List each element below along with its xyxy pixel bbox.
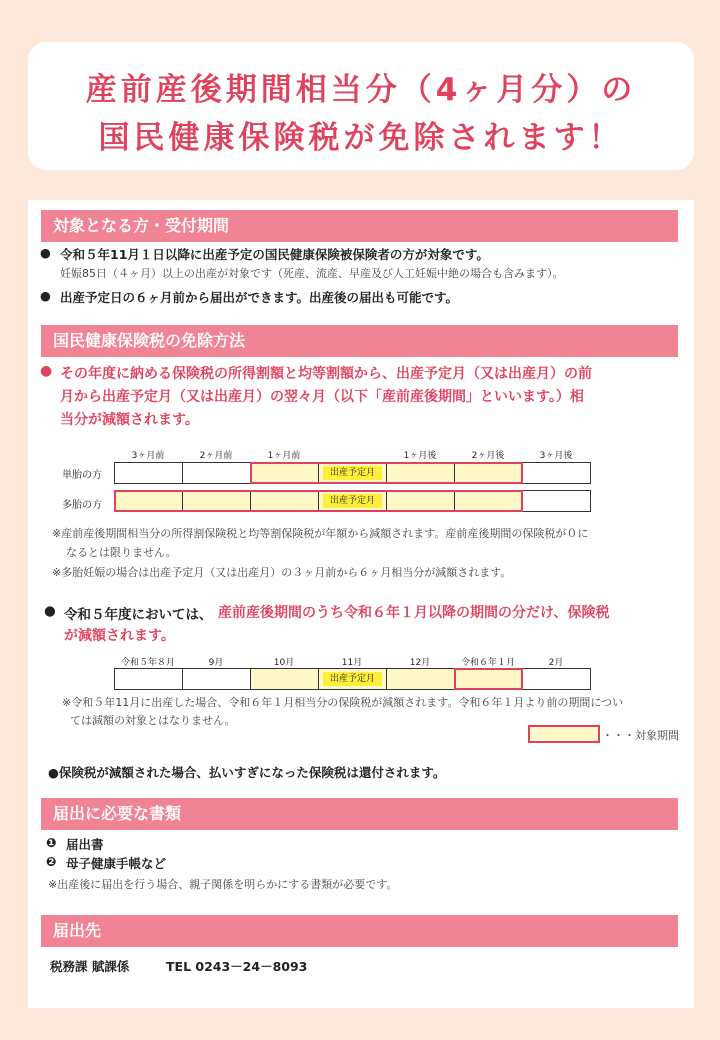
title-line-2: 国民健康保険税が免除されます！ bbox=[98, 120, 624, 156]
bullet-dot-icon: ● bbox=[40, 288, 51, 303]
eligibility-note: 妊娠85日（４ヶ月）以上の出産が対象です（死産、流産、早産及び人工妊娠中絶の場合も含みます）。 bbox=[60, 267, 564, 280]
col-header: 令和６年１月 bbox=[460, 658, 515, 668]
col-header: 12月 bbox=[409, 658, 431, 668]
method-lead-line-1: その年度に納める保険税の所得割額と均等割額から、出産予定月（又は出産月）の前 bbox=[60, 366, 592, 382]
note-1-line-2: なるとは限りません。 bbox=[66, 546, 177, 559]
target-period-highlight bbox=[250, 462, 523, 484]
due-month-label: 出産予定月 bbox=[323, 672, 382, 686]
bullet-dot-icon: ● bbox=[44, 603, 56, 619]
legend-swatch bbox=[528, 725, 600, 743]
number-1-icon: ❶ bbox=[46, 835, 57, 850]
fy5-bullet-pink-2: が減額されます。 bbox=[64, 628, 175, 644]
col-header: 3ヶ月後 bbox=[539, 451, 573, 461]
section-heading-eligibility: 対象となる方・受付期間 bbox=[41, 210, 678, 242]
section-heading-documents: 届出に必要な書類 bbox=[41, 798, 678, 830]
row-label-single: 単胎の方 bbox=[62, 470, 102, 481]
row-label-multiple: 多胎の方 bbox=[62, 500, 102, 511]
method-lead-line-2: 月から出産予定月（又は出産月）の翌々月（以下「産前産後期間」といいます。）相 bbox=[60, 389, 584, 405]
content-panel bbox=[28, 200, 694, 1008]
bullet-dot-icon: ● bbox=[40, 245, 51, 260]
document-item-1: 届出書 bbox=[66, 837, 104, 852]
office-department: 税務課 賦課係 bbox=[50, 959, 130, 974]
office-phone: TEL 0243－24－8093 bbox=[166, 959, 308, 974]
note-2: ※多胎妊娠の場合は出産予定月（又は出産月）の３ヶ月前から６ヶ月相当分が減額されます。 bbox=[52, 566, 512, 579]
title-box bbox=[28, 42, 694, 170]
col-header: 3ヶ月前 bbox=[131, 451, 165, 461]
documents-note: ※出産後に届出を行う場合、親子関係を明らかにする書類が必要です。 bbox=[48, 878, 398, 891]
note-1-line-1: ※産前産後期間相当分の所得割保険税と均等割保険税が年額から減額されます。産前産後期間の保険税が０に bbox=[52, 527, 589, 540]
note-3-line-1: ※令和５年11月に出産した場合、令和６年１月相当分の保険税が減額されます。令和６年１月より前の期間につい bbox=[62, 696, 624, 709]
fy5-bullet-prefix: 令和５年度においては、 bbox=[64, 607, 213, 623]
section-heading-method: 国民健康保険税の免除方法 bbox=[41, 325, 678, 357]
col-header: 2月 bbox=[548, 658, 564, 668]
bullet-dot-icon: ● bbox=[40, 363, 53, 379]
document-item-2: 母子健康手帳など bbox=[66, 856, 167, 871]
col-header: 9月 bbox=[208, 658, 224, 668]
col-header: 令和５年８月 bbox=[120, 658, 175, 668]
legend-label: ・・・対象期間 bbox=[602, 729, 679, 742]
target-period-highlight bbox=[114, 490, 523, 512]
method-lead-line-3: 当分が減額されます。 bbox=[60, 412, 199, 428]
col-header: 1ヶ月後 bbox=[403, 451, 437, 461]
due-month-label: 出産予定月 bbox=[323, 494, 382, 508]
section-heading-submit-to: 届出先 bbox=[41, 915, 678, 947]
col-header: 1ヶ月前 bbox=[267, 451, 301, 461]
due-month-label: 出産予定月 bbox=[323, 466, 382, 480]
fy5-bullet-pink-1: 産前産後期間のうち令和６年１月以降の期間の分だけ、保険税 bbox=[218, 605, 610, 621]
number-2-icon: ❷ bbox=[46, 854, 57, 869]
refund-note: ●保険税が減額された場合、払いすぎになった保険税は還付されます。 bbox=[48, 765, 446, 780]
eligibility-bullet-2: 出産予定日の６ヶ月前から届出ができます。出産後の届出も可能です。 bbox=[60, 290, 459, 305]
col-header: 2ヶ月後 bbox=[471, 451, 505, 461]
target-period-highlight bbox=[454, 668, 523, 690]
col-header: 10月 bbox=[273, 658, 295, 668]
title-line-1: 産前産後期間相当分（4ヶ月分）の bbox=[85, 72, 637, 108]
col-header: 2ヶ月前 bbox=[199, 451, 233, 461]
col-header: 11月 bbox=[341, 658, 363, 668]
eligibility-bullet-1: 令和５年11月１日以降に出産予定の国民健康保険被保険者の方が対象です。 bbox=[60, 247, 489, 262]
note-3-line-2: ては減額の対象とはなりません。 bbox=[70, 714, 236, 727]
